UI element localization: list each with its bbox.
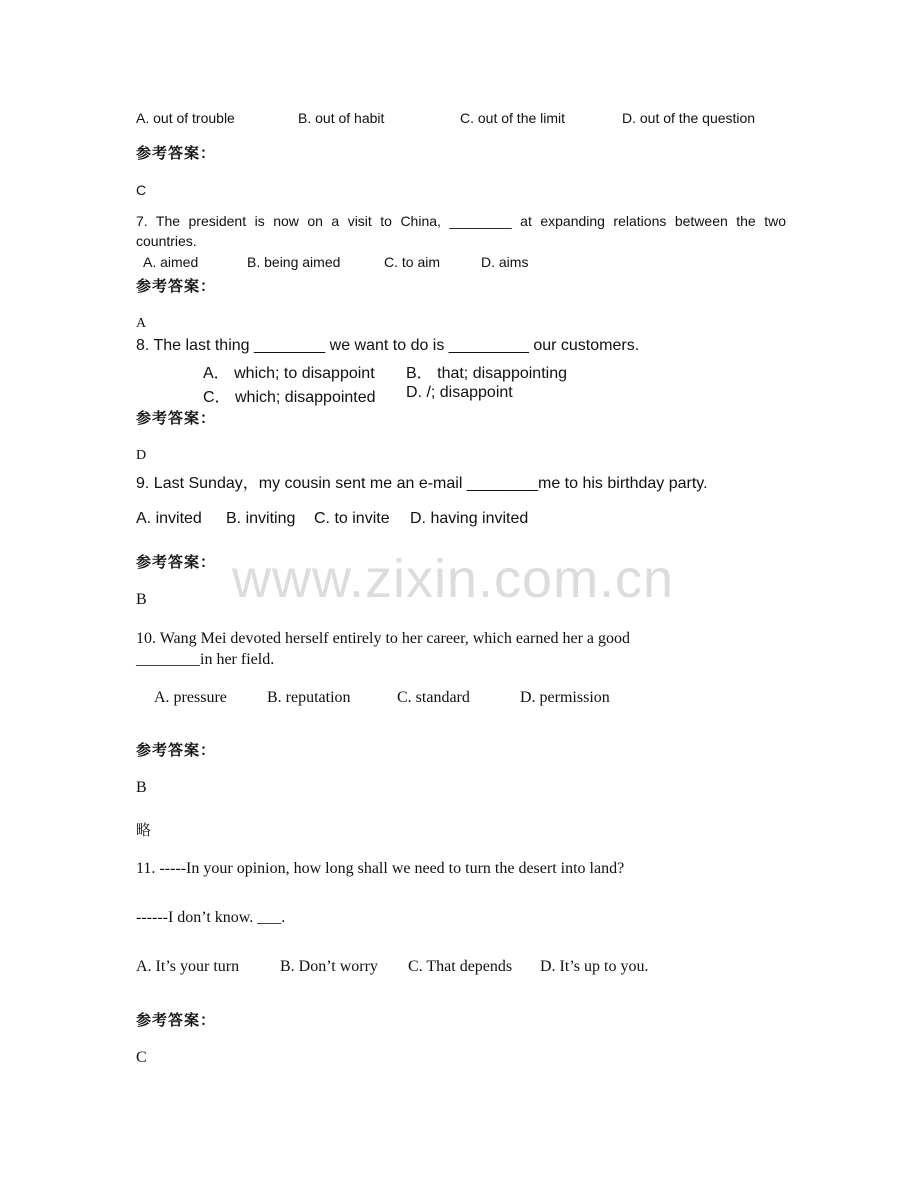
q9-answer-label: 参考答案： bbox=[136, 553, 217, 571]
q10-answer: B bbox=[136, 779, 147, 796]
q10-option-d: D. permission bbox=[520, 689, 610, 706]
q8-option-a: A． which; to disappoint bbox=[203, 365, 375, 382]
q7-answer-label: 参考答案： bbox=[136, 277, 217, 295]
q9-option-a: A. invited bbox=[136, 510, 202, 527]
q10-answer-label: 参考答案： bbox=[136, 741, 217, 759]
q7-option-d: D. aims bbox=[481, 254, 529, 270]
q8-answer-label: 参考答案： bbox=[136, 409, 217, 427]
q7-answer: A bbox=[136, 316, 147, 331]
q9-option-b: B. inviting bbox=[226, 510, 296, 527]
q9-option-c: C. to invite bbox=[314, 510, 390, 527]
q7-stem-line1: 7. The president is now on a visit to China, ________ at expanding relations between the two bbox=[136, 213, 786, 229]
q7-stem-line2: countries. bbox=[136, 233, 197, 249]
q6-answer-label: 参考答案： bbox=[136, 144, 217, 162]
q6-option-c: C. out of the limit bbox=[460, 110, 566, 126]
q10-option-a: A. pressure bbox=[154, 689, 227, 706]
q8-option-c: C． which; disappointed bbox=[203, 389, 376, 406]
q11-option-b: B. Don’t worry bbox=[280, 958, 378, 975]
q8-answer: D bbox=[136, 448, 147, 463]
q11-stem-line2: ------I don’t know. ___. bbox=[136, 909, 286, 926]
q6-option-b: B. out of habit bbox=[298, 110, 385, 126]
q6-option-d: D. out of the question bbox=[622, 110, 756, 126]
q8-option-b: B． that; disappointing bbox=[406, 365, 567, 382]
q7-option-b: B. being aimed bbox=[247, 254, 341, 270]
q10-option-b: B. reputation bbox=[267, 689, 351, 706]
q10-stem-line1: 10. Wang Mei devoted herself entirely to her career, which earned her a good bbox=[136, 630, 631, 647]
q10-note: 略 bbox=[136, 823, 152, 839]
q10-option-c: C. standard bbox=[397, 689, 470, 706]
q8-stem: 8. The last thing ________ we want to do is _________ our customers. bbox=[136, 337, 640, 354]
q9-stem: 9. Last Sunday，my cousin sent me an e-mail ________me to his birthday party. bbox=[136, 475, 708, 492]
q6-answer: C bbox=[136, 182, 147, 198]
q11-answer: C bbox=[136, 1049, 147, 1066]
q11-option-d: D. It’s up to you. bbox=[540, 958, 649, 975]
q9-option-d: D. having invited bbox=[410, 510, 529, 527]
watermark: www.zixin.com.cn bbox=[232, 549, 675, 609]
q7-option-c: C. to aim bbox=[384, 254, 441, 270]
q11-option-c: C. That depends bbox=[408, 958, 513, 975]
q11-option-a: A. It’s your turn bbox=[136, 958, 240, 975]
q9-answer: B bbox=[136, 591, 147, 608]
q7-option-a: A. aimed bbox=[143, 254, 199, 270]
q10-stem-line2: ________in her field. bbox=[136, 651, 275, 668]
q8-option-d: D. /; disappoint bbox=[406, 384, 513, 401]
q11-stem-line1: 11. -----In your opinion, how long shall we need to turn the desert into land? bbox=[136, 860, 625, 877]
q6-option-a: A. out of trouble bbox=[136, 110, 235, 126]
q11-answer-label: 参考答案： bbox=[136, 1011, 217, 1029]
